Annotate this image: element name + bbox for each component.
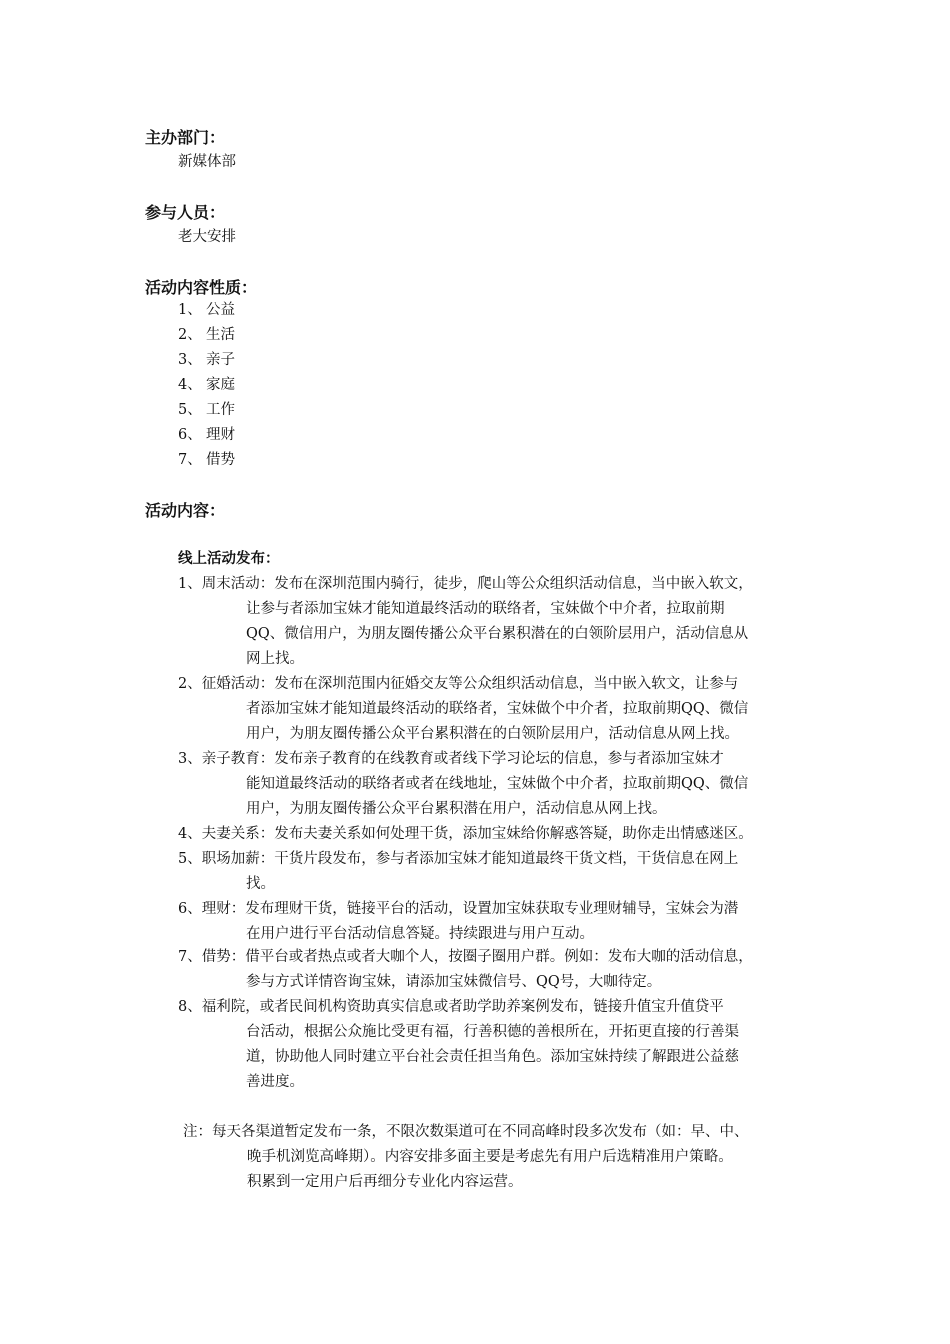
nature-item-text: 工作 xyxy=(206,402,235,418)
organizer-value: 新媒体部 xyxy=(178,154,236,170)
item-line: 4、夫妻关系：发布夫妻关系如何处理干货，添加宝妹给你解惑答疑，助你走出情感迷区。 xyxy=(178,826,753,842)
online-subheading: 线上活动发布： xyxy=(178,551,280,567)
nature-item xyxy=(178,375,235,395)
nature-item xyxy=(178,325,235,345)
item-line: 让参与者添加宝妹才能知道最终活动的联络者，宝妹做个中介者，拉取前期 xyxy=(246,601,725,617)
nature-item xyxy=(178,300,235,320)
nature-item-number: 7、 xyxy=(178,452,202,468)
nature-item-text: 生活 xyxy=(206,327,235,343)
item-line: 在用户进行平台活动信息答疑。持续跟进与用户互动。 xyxy=(246,926,594,942)
participants-value: 老大安排 xyxy=(178,229,236,245)
list-item xyxy=(178,572,828,672)
nature-item-number: 3、 xyxy=(178,352,202,368)
nature-item xyxy=(178,450,235,470)
nature-item-number: 4、 xyxy=(178,377,202,393)
nature-item-text: 理财 xyxy=(206,427,235,443)
nature-item-text: 亲子 xyxy=(206,352,235,368)
item-line: 善进度。 xyxy=(246,1074,304,1090)
item-line: 用户，为朋友圈传播公众平台累积潜在用户，活动信息从网上找。 xyxy=(246,801,667,817)
item-line: 5、职场加薪：干货片段发布，参与者添加宝妹才能知道最终干货文档，干货信息在网上 xyxy=(178,851,739,867)
item-line: 8、福利院，或者民间机构资助真实信息或者助学助养案例发布，链接升值宝升值贷平 xyxy=(178,999,724,1015)
item-line: 1、周末活动：发布在深圳范围内骑行，徒步，爬山等公众组织活动信息，当中嵌入软文， xyxy=(178,576,753,592)
note-line: 注：每天各渠道暂定发布一条，不限次数渠道可在不同高峰时段多次发布（如：早、中、 xyxy=(183,1124,749,1140)
nature-item-text: 家庭 xyxy=(206,377,235,393)
list-item xyxy=(178,995,828,1095)
list-item xyxy=(178,945,828,995)
nature-item xyxy=(178,400,235,420)
item-line: QQ、微信用户，为朋友圈传播公众平台累积潜在的白领阶层用户，活动信息从 xyxy=(246,626,749,642)
item-line: 能知道最终活动的联络者或者在线地址，宝妹做个中介者，拉取前期QQ、微信 xyxy=(246,776,749,792)
participants-heading: 参与人员： xyxy=(145,203,226,222)
note-line: 晚手机浏览高峰期）。内容安排多面主要是考虑先有用户后选精准用户策略。 xyxy=(247,1149,733,1165)
item-line: 者添加宝妹才能知道最终活动的联络者，宝妹做个中介者，拉取前期QQ、微信 xyxy=(246,701,749,717)
item-line: 找。 xyxy=(246,876,275,892)
nature-item-number: 2、 xyxy=(178,327,202,343)
item-line: 道，协助他人同时建立平台社会责任担当角色。添加宝妹持续了解跟进公益慈 xyxy=(246,1049,739,1065)
nature-item-text: 借势 xyxy=(206,452,235,468)
content-heading: 活动内容： xyxy=(145,501,226,520)
list-item xyxy=(178,847,828,897)
item-line: 6、理财：发布理财干货，链接平台的活动，设置加宝妹获取专业理财辅导，宝妹会为潜 xyxy=(178,901,739,917)
item-line: 参与方式详情咨询宝妹，请添加宝妹微信号、QQ号，大咖待定。 xyxy=(246,974,662,990)
nature-item-number: 6、 xyxy=(178,427,202,443)
nature-item xyxy=(178,425,235,445)
nature-item-number: 1、 xyxy=(178,302,202,318)
item-line: 3、亲子教育：发布亲子教育的在线教育或者线下学习论坛的信息，参与者添加宝妹才 xyxy=(178,751,724,767)
item-line: 网上找。 xyxy=(246,651,304,667)
note-line: 积累到一定用户后再细分专业化内容运营。 xyxy=(247,1174,523,1190)
nature-item-number: 5、 xyxy=(178,402,202,418)
list-item xyxy=(178,672,828,747)
item-line: 用户，为朋友圈传播公众平台累积潜在的白领阶层用户，活动信息从网上找。 xyxy=(246,726,739,742)
nature-item-text: 公益 xyxy=(206,302,235,318)
item-line: 2、征婚活动：发布在深圳范围内征婚交友等公众组织活动信息，当中嵌入软文，让参与 xyxy=(178,676,739,692)
list-item xyxy=(178,897,828,947)
item-line: 7、借势：借平台或者热点或者大咖个人，按圈子圈用户群。例如：发布大咖的活动信息， xyxy=(178,949,753,965)
item-line: 台活动，根据公众施比受更有福，行善积德的善根所在，开拓更直接的行善渠 xyxy=(246,1024,739,1040)
nature-heading: 活动内容性质： xyxy=(145,278,258,297)
note-paragraph xyxy=(183,1120,828,1195)
nature-item xyxy=(178,350,235,370)
organizer-heading: 主办部门： xyxy=(145,128,226,147)
list-item xyxy=(178,747,828,822)
list-item xyxy=(178,822,828,847)
